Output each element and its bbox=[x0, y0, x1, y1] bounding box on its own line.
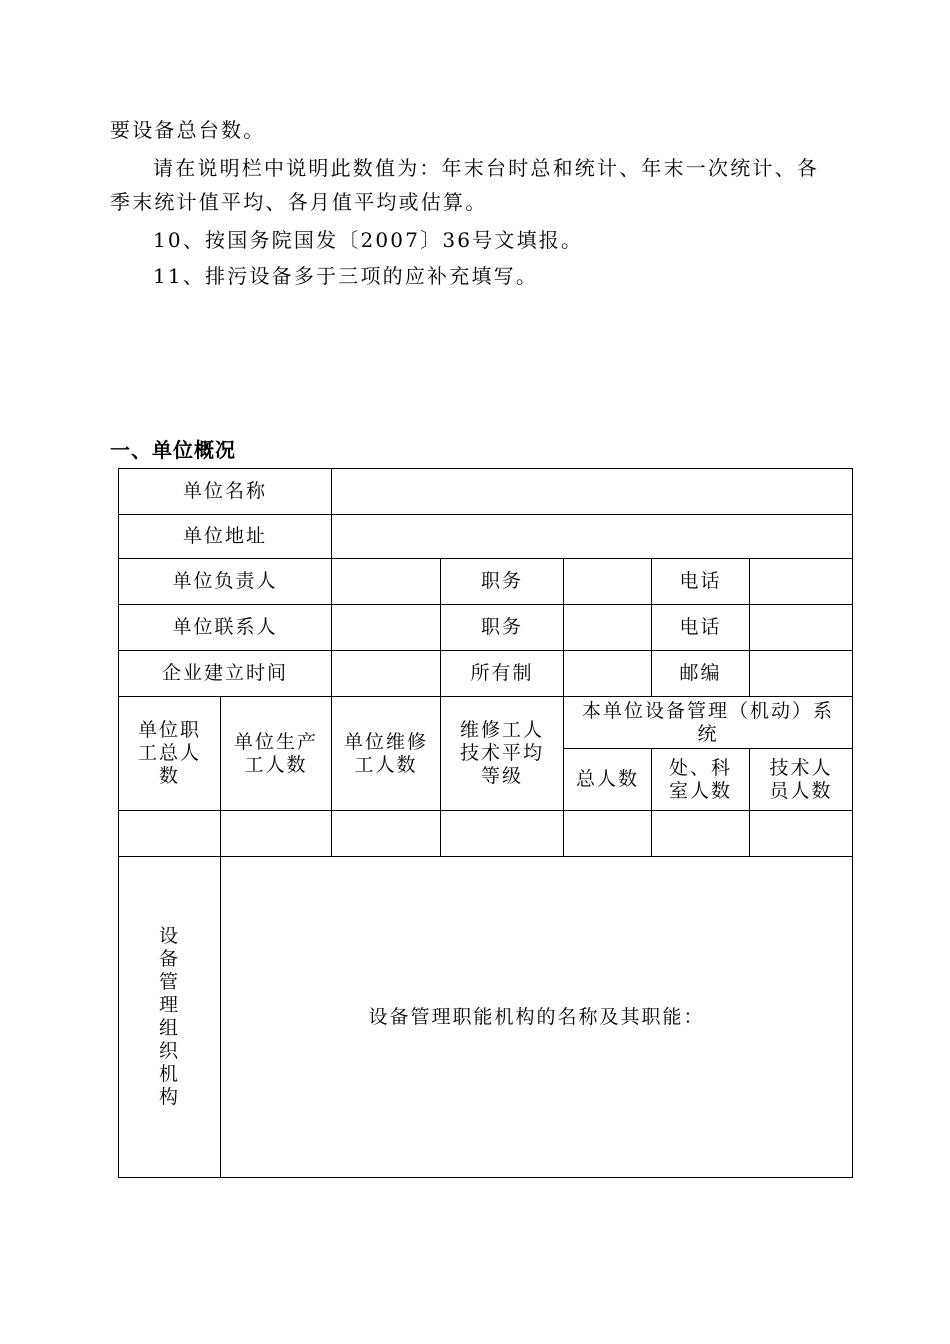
org-label-char: 理 bbox=[158, 994, 180, 1016]
equipment-system-label: 本单位设备管理（机动）系统 bbox=[564, 697, 853, 749]
org-label-char: 管 bbox=[158, 971, 180, 993]
system-total-label: 总人数 bbox=[564, 749, 652, 811]
production-workers-field[interactable] bbox=[221, 811, 332, 857]
unit-name-field[interactable] bbox=[332, 469, 853, 515]
contact-phone-field[interactable] bbox=[750, 605, 853, 651]
maintenance-grade-label: 维修工人技术平均等级 bbox=[441, 697, 564, 811]
tech-staff-label: 技术人员人数 bbox=[750, 749, 853, 811]
unit-contact-field[interactable] bbox=[332, 605, 441, 651]
unit-name-label: 单位名称 bbox=[119, 469, 332, 515]
intro-line-5: 11、排污设备多于三项的应补充填写。 bbox=[153, 264, 539, 288]
ownership-field[interactable] bbox=[564, 651, 652, 697]
staff-total-label: 单位职工总人数 bbox=[119, 697, 221, 811]
head-phone-label: 电话 bbox=[652, 559, 750, 605]
system-total-field[interactable] bbox=[564, 811, 652, 857]
maintenance-workers-label: 单位维修工人数 bbox=[332, 697, 441, 811]
intro-line-1: 要设备总台数。 bbox=[110, 118, 266, 142]
org-prompt: 设备管理职能机构的名称及其职能： bbox=[368, 1005, 705, 1028]
org-label-char: 设 bbox=[158, 925, 180, 947]
unit-head-label: 单位负责人 bbox=[119, 559, 332, 605]
org-label bbox=[119, 857, 221, 1178]
section-title: 一、单位概况 bbox=[110, 438, 236, 462]
head-position-field[interactable] bbox=[564, 559, 652, 605]
production-workers-label: 单位生产工人数 bbox=[221, 697, 332, 811]
unit-overview-form bbox=[118, 468, 853, 1178]
org-description-field[interactable] bbox=[221, 857, 853, 1178]
founded-field[interactable] bbox=[332, 651, 441, 697]
head-position-label: 职务 bbox=[441, 559, 564, 605]
org-label-char: 构 bbox=[158, 1086, 180, 1108]
unit-contact-label: 单位联系人 bbox=[119, 605, 332, 651]
postcode-label: 邮编 bbox=[652, 651, 750, 697]
postcode-field[interactable] bbox=[750, 651, 853, 697]
maintenance-workers-field[interactable] bbox=[332, 811, 441, 857]
maintenance-grade-field[interactable] bbox=[441, 811, 564, 857]
unit-head-field[interactable] bbox=[332, 559, 441, 605]
tech-staff-field[interactable] bbox=[750, 811, 853, 857]
org-label-char: 组 bbox=[158, 1017, 180, 1039]
intro-line-4: 10、按国务院国发〔2007〕36号文填报。 bbox=[153, 228, 584, 252]
contact-position-field[interactable] bbox=[564, 605, 652, 651]
intro-line-3: 季末统计值平均、各月值平均或估算。 bbox=[110, 190, 488, 214]
contact-phone-label: 电话 bbox=[652, 605, 750, 651]
org-label-char: 机 bbox=[158, 1063, 180, 1085]
org-label-char: 备 bbox=[158, 948, 180, 970]
unit-address-field[interactable] bbox=[332, 515, 853, 559]
intro-line-2: 请在说明栏中说明此数值为：年末台时总和统计、年末一次统计、各 bbox=[153, 156, 819, 180]
founded-label: 企业建立时间 bbox=[119, 651, 332, 697]
contact-position-label: 职务 bbox=[441, 605, 564, 651]
head-phone-field[interactable] bbox=[750, 559, 853, 605]
org-label-char: 织 bbox=[158, 1040, 180, 1062]
staff-total-field[interactable] bbox=[119, 811, 221, 857]
office-staff-label: 处、科室人数 bbox=[652, 749, 750, 811]
ownership-label: 所有制 bbox=[441, 651, 564, 697]
office-staff-field[interactable] bbox=[652, 811, 750, 857]
unit-address-label: 单位地址 bbox=[119, 515, 332, 559]
